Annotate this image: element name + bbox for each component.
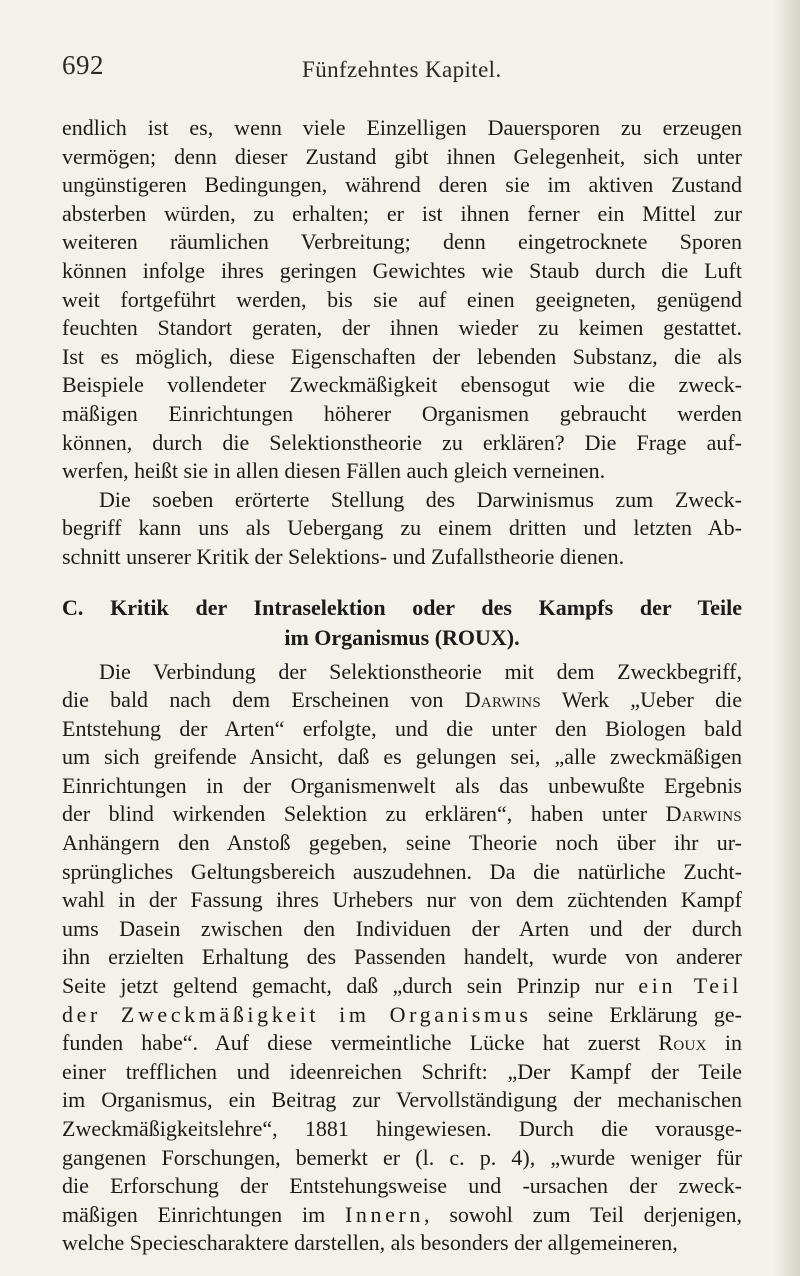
text-segment: seine Erklärung ge-: [531, 1001, 743, 1027]
text-line: endlich ist es, wenn viele Einzelligen Dauersporen zu erzeugen: [62, 115, 742, 140]
text-line: die Erforschung der Entstehungsweise und -ursachen der zweck-: [62, 1173, 742, 1199]
text-line: [62, 1029, 742, 1058]
spaced-emphasis: der Zweckmäßigkeit im Organismus: [62, 1001, 532, 1027]
text-line: vermögen; denn dieser Zustand gibt ihnen Gelegenheit, sich unter: [62, 143, 742, 169]
text-segment: in: [706, 1030, 742, 1056]
paragraph-2: [62, 486, 742, 572]
spaced-emphasis: ein Teil: [638, 973, 742, 999]
text-line: weit fortgeführt werden, bis sie auf einen geeigneten, genügend: [62, 286, 742, 312]
text-line: Entstehung der Arten“ erfolgte, und die unter den Biologen bald: [62, 715, 742, 741]
text-line: Anhängern den Anstoß gegeben, seine Theorie noch über ihr ur-: [62, 830, 742, 856]
text-line: weiteren räumlichen Verbreitung; denn eingetrocknete Sporen: [62, 229, 742, 255]
spaced-emphasis: Innern: [345, 1201, 425, 1227]
text-line: werfen, heißt sie in allen diesen Fällen auch gleich verneinen.: [62, 458, 606, 484]
text-line: Ist es möglich, diese Eigenschaften der lebenden Substanz, die als: [62, 343, 742, 369]
text-line: welche Speciescharaktere darstellen, als besonders der allgemeineren,: [62, 1230, 678, 1256]
text-line: Zweckmäßigkeitslehre“, 1881 hingewiesen. Durch die vorausge-: [62, 1116, 742, 1141]
text-segment: mäßigen Einrichtungen im: [62, 1201, 345, 1227]
text-line: [62, 1201, 742, 1230]
text-line: Einrichtungen in der Organismenwelt als das unbewußte Ergebnis: [62, 772, 742, 798]
author-name: Darwins: [665, 801, 742, 827]
text-line: Beispiele vollendeter Zweckmäßigkeit ebensogut wie die zweck-: [62, 372, 742, 398]
text-segment: der blind wirkenden Selektion zu erklären“, haben unter: [62, 801, 666, 827]
text-line: [62, 972, 742, 1001]
text-segment: , sowohl zum Teil derjenigen,: [424, 1201, 742, 1227]
text-segment: funden habe“. Auf diese vermeintliche Lücke hat zuerst: [62, 1030, 659, 1056]
page-number: 692: [62, 50, 104, 80]
text-line: Die soeben erörterte Stellung des Darwinismus zum Zweck-: [99, 486, 742, 512]
paragraph-1: [62, 114, 742, 486]
text-line: absterben würden, zu erhalten; er ist ihnen ferner ein Mittel zur: [62, 200, 742, 226]
text-segment: Werk „Ueber die: [541, 687, 742, 713]
text-line: ungünstigeren Bedingungen, während deren sie im aktiven Zustand: [62, 172, 742, 198]
text-segment: Seite jetzt geltend gemacht, daß „durch sein Prinzip nur: [62, 973, 639, 999]
text-line: [62, 800, 742, 829]
spacer: [62, 572, 742, 593]
text-line: können infolge ihres geringen Gewichtes wie Staub durch die Luft: [62, 257, 742, 283]
text-line: einer trefflichen und ideenreichen Schrift: „Der Kampf der Teile: [62, 1058, 742, 1084]
section-heading: [62, 593, 742, 653]
text-line: feuchten Standort geraten, der ihnen wieder zu keimen gestattet.: [62, 315, 742, 341]
paragraph-3: [62, 658, 742, 1258]
text-line: [62, 1001, 742, 1030]
text-line: schnitt unserer Kritik der Selektions- und Zufallstheorie dienen.: [62, 543, 625, 569]
author-name: Roux: [658, 1030, 707, 1056]
text-segment: die bald nach dem Erscheinen von: [62, 687, 465, 713]
text-line: wahl in der Fassung ihres Urhebers nur von dem züchtenden Kampf: [62, 887, 742, 913]
author-name: Darwins: [464, 687, 542, 713]
text-line: begriff kann uns als Uebergang zu einem dritten und letzten Ab-: [62, 515, 742, 541]
text-line: um sich greifende Ansicht, daß es gelungen sei, „alle zweckmäßigen: [62, 744, 742, 770]
text-line: ihn erzielten Erhaltung des Passenden handelt, wurde von anderer: [62, 944, 742, 970]
text-line: im Organismus, ein Beitrag zur Vervollständigung der mechanischen: [62, 1087, 742, 1113]
text-line: mäßigen Einrichtungen höherer Organismen gebraucht werden: [62, 400, 742, 426]
body-text: [62, 114, 742, 1258]
section-heading-line-2: im Organismus (ROUX).: [284, 624, 520, 650]
text-line: Die Verbindung der Selektionstheorie mit dem Zweckbegriff,: [99, 658, 742, 684]
text-line: gangenen Forschungen, bemerkt er (l. c. p. 4), „wurde weniger für: [62, 1144, 742, 1170]
section-heading-line-1: C. Kritik der Intraselektion oder des Kampfs der Teile: [62, 594, 742, 620]
text-line: können, durch die Selektionstheorie zu erklären? Die Frage auf-: [62, 429, 742, 455]
page-edge-shadow: [774, 0, 800, 1276]
text-line: sprüngliches Geltungsbereich auszudehnen. Da die natürliche Zucht-: [62, 858, 742, 884]
text-line: [62, 686, 742, 715]
text-line: ums Dasein zwischen den Individuen der Arten und der durch: [62, 915, 742, 941]
page-header: [62, 50, 742, 90]
running-title: Fünfzehntes Kapitel.: [302, 57, 502, 82]
